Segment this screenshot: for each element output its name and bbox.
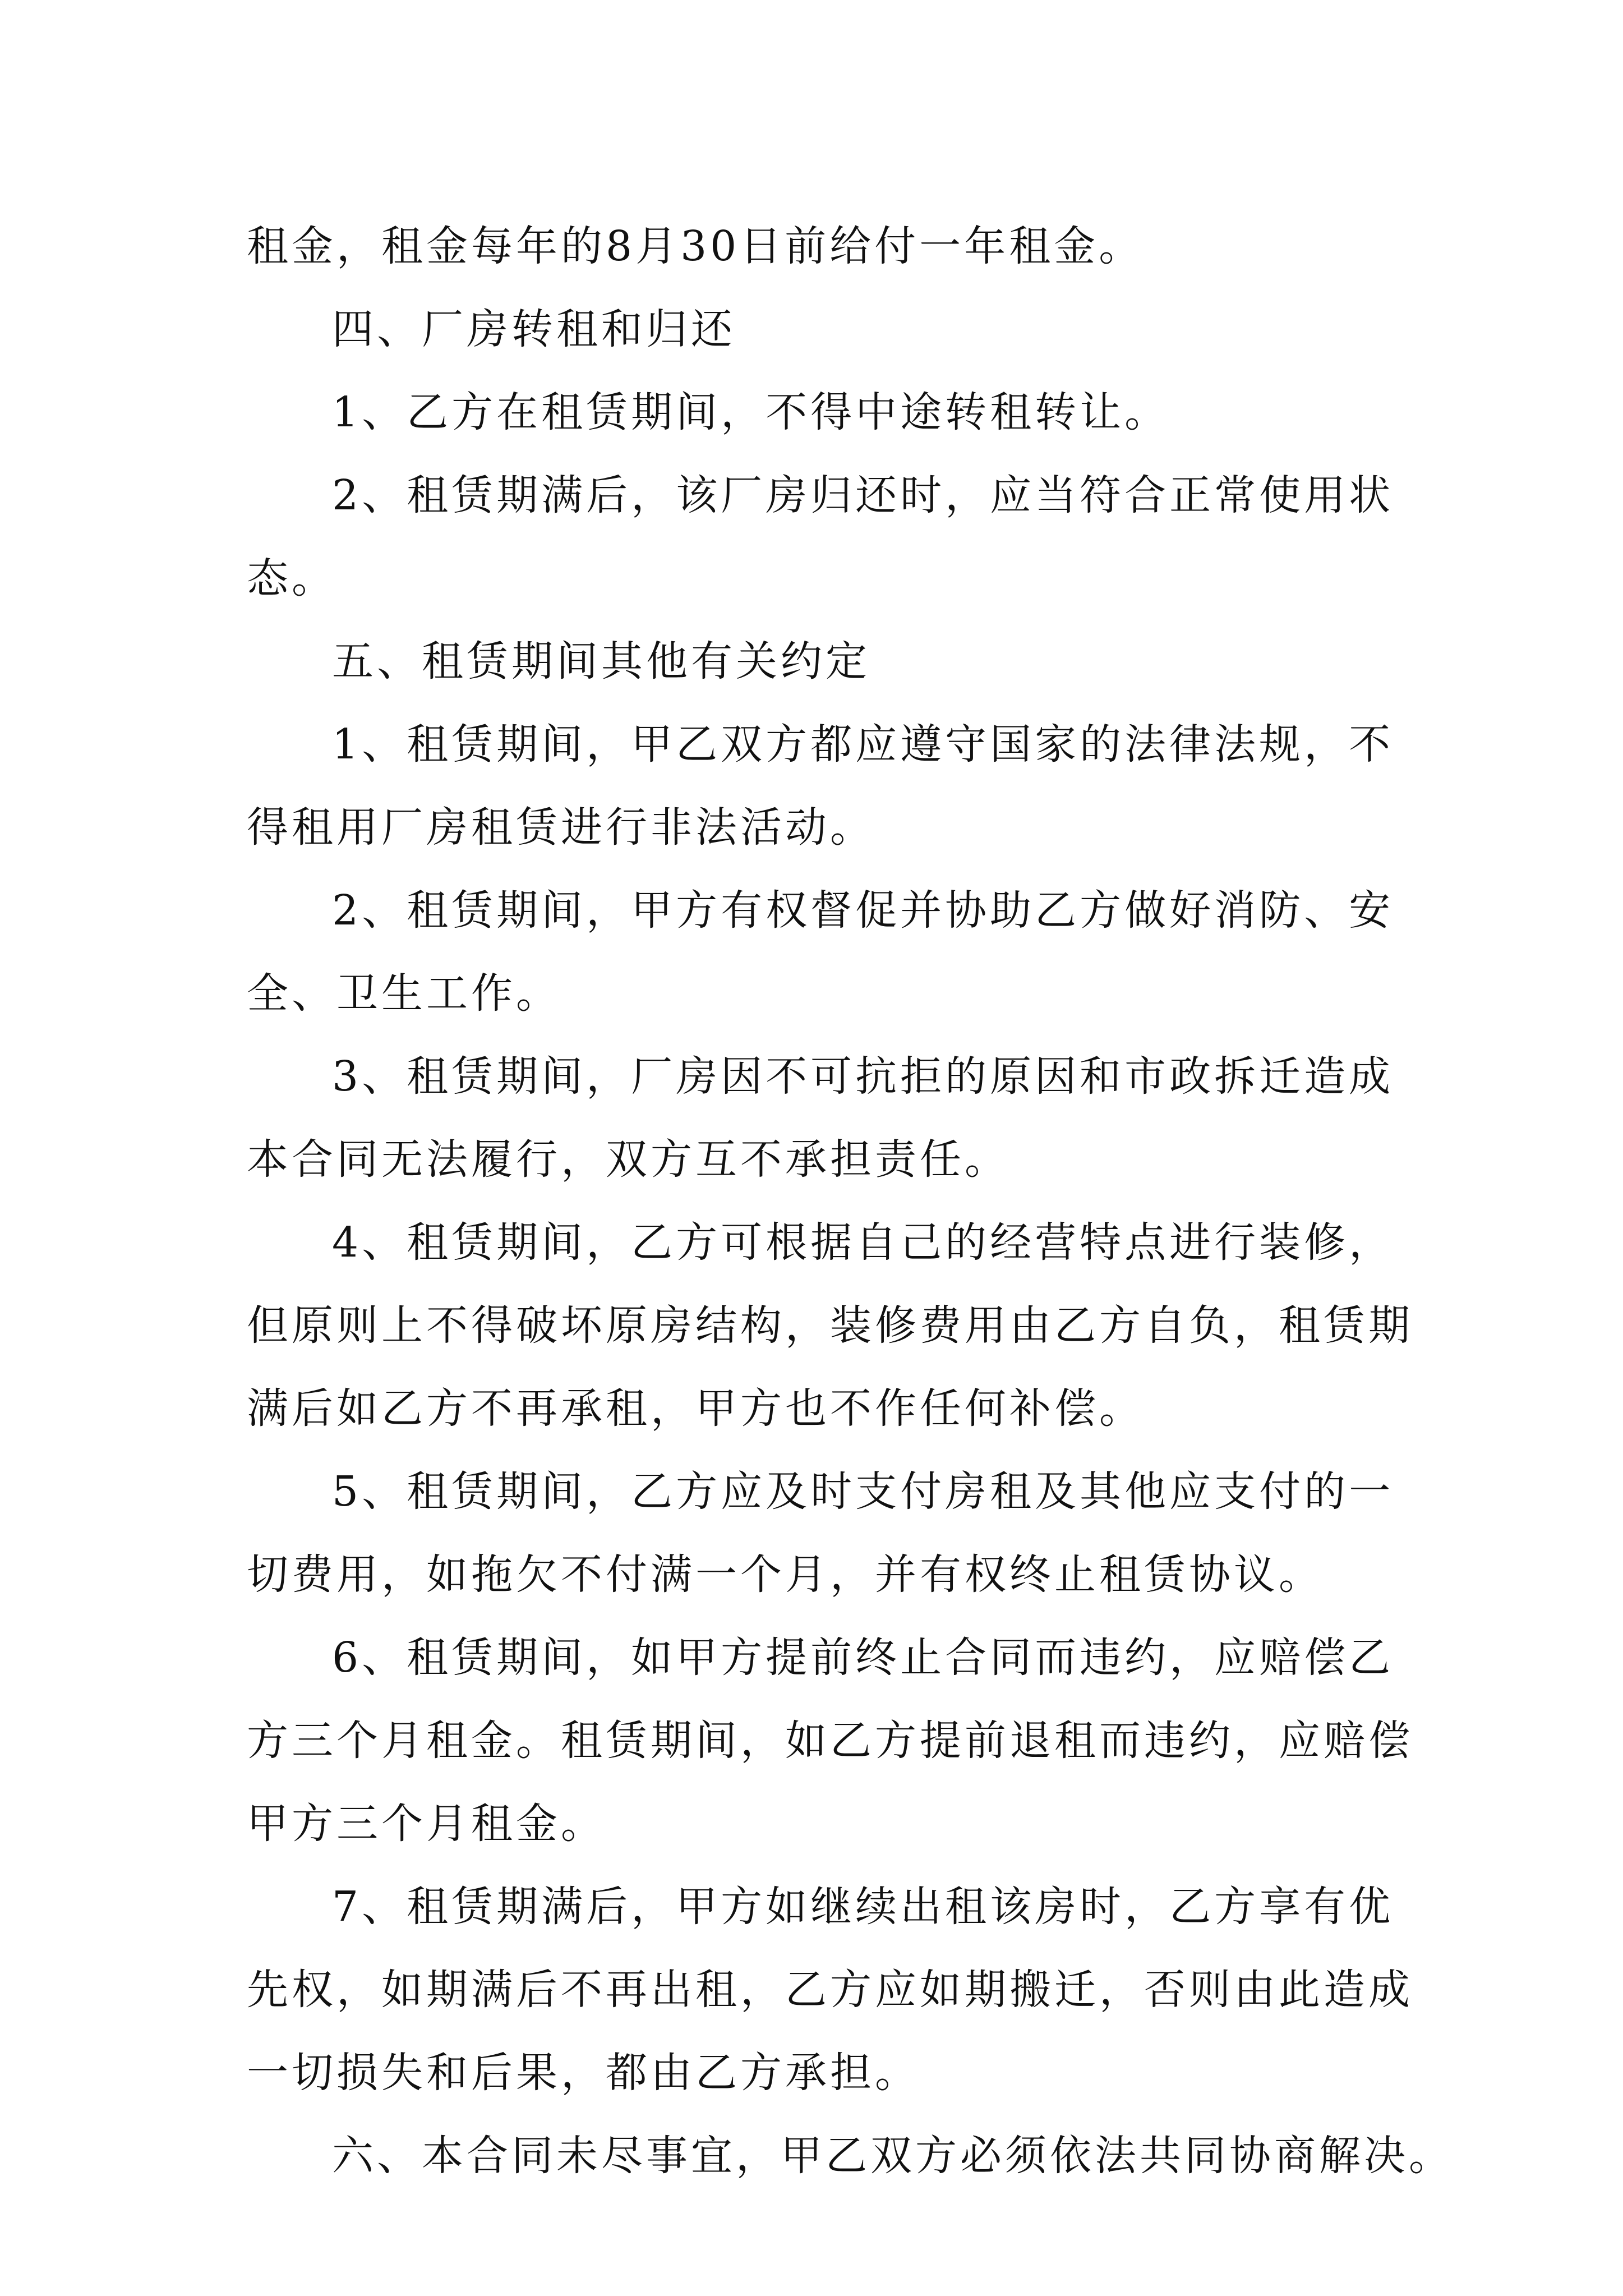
clause-line: 6、租赁期间，如甲方提前终止合同而违约，应赔偿乙 (332, 1634, 1394, 1682)
text-line: 方三个月租金。租赁期间，如乙方提前退租而违约，应赔偿 (247, 1717, 1413, 1765)
text-line: 但原则上不得破坏原房结构，装修费用由乙方自负，租赁期 (247, 1301, 1413, 1350)
text-line: 租金，租金每年的8月30日前给付一年租金。 (247, 222, 1144, 270)
text-line: 先权，如期满后不再出租，乙方应如期搬迁，否则由此造成 (247, 1966, 1413, 2014)
text-line: 一切损失和后果，都由乙方承担。 (247, 2049, 920, 2097)
clause-line: 4、租赁期间，乙方可根据自己的经营特点进行装修， (332, 1218, 1394, 1267)
clause-line: 1、租赁期间，甲乙双方都应遵守国家的法律法规，不 (332, 720, 1394, 769)
section-heading: 六、本合同未尽事宜，甲乙双方必须依法共同协商解决。 (332, 2132, 1454, 2180)
document-body (247, 205, 1454, 2197)
clause-line: 5、租赁期间，乙方应及时支付房租及其他应支付的一 (332, 1467, 1394, 1516)
text-line: 全、卫生工作。 (247, 969, 561, 1018)
clause-line: 1、乙方在租赁期间，不得中途转租转让。 (332, 388, 1170, 436)
clause-line: 3、租赁期间，厂房因不可抗拒的原因和市政拆迁造成 (332, 1052, 1394, 1101)
text-line: 得租用厂房租赁进行非法活动。 (247, 803, 875, 852)
text-line: 本合同无法履行，双方互不承担责任。 (247, 1135, 1009, 1184)
clause-line: 2、租赁期间，甲方有权督促并协助乙方做好消防、安 (332, 886, 1394, 935)
section-heading: 四、厂房转租和归还 (332, 305, 736, 353)
clause-line: 7、租赁期满后，甲方如继续出租该房时，乙方享有优 (332, 1883, 1394, 1931)
text-line: 甲方三个月租金。 (247, 1800, 606, 1848)
text-line: 态。 (247, 554, 336, 602)
section-heading: 五、租赁期间其他有关约定 (332, 637, 870, 685)
clause-line: 2、租赁期满后，该厂房归还时，应当符合正常使用状 (332, 471, 1394, 519)
text-line: 满后如乙方不再承租，甲方也不作任何补偿。 (247, 1384, 1144, 1433)
text-line: 切费用，如拖欠不付满一个月，并有权终止租赁协议。 (247, 1550, 1324, 1599)
